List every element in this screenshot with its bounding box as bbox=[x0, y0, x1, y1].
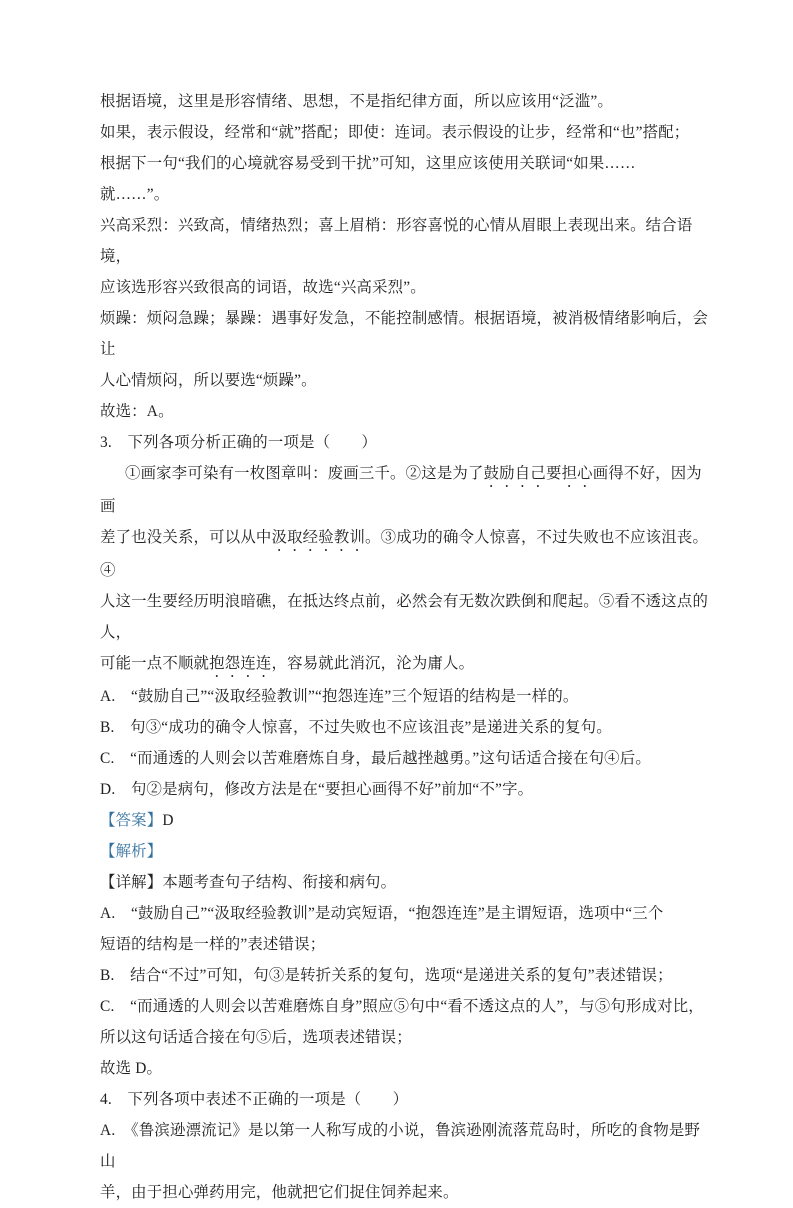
paragraph-line bbox=[100, 148, 712, 179]
text-segment: 。③成功的确令人惊喜，不过失败也不应该沮丧。④ bbox=[100, 529, 709, 579]
paragraph-line bbox=[100, 960, 712, 991]
section-label: 【解析】 bbox=[100, 843, 163, 860]
text-segment: 可能一点不顺就 bbox=[100, 655, 210, 672]
paragraph-line bbox=[100, 681, 712, 712]
paragraph-line bbox=[100, 1177, 712, 1208]
text-segment: A. “鼓励自己”“汲取经验教训”“抱怨连连”三个短语的结构是一样的。 bbox=[100, 688, 579, 705]
text-segment: 人心情烦闷，所以要选“烦躁”。 bbox=[100, 372, 317, 389]
paragraph-line bbox=[100, 586, 712, 648]
text-segment: 4. 下列各项中表述不正确的一项是（ ） bbox=[100, 1091, 409, 1108]
paragraph-line bbox=[100, 1115, 712, 1177]
text-segment: 要 bbox=[545, 465, 562, 482]
paragraph-line bbox=[100, 427, 712, 458]
paragraph-line bbox=[100, 1022, 712, 1053]
paragraph-line bbox=[100, 1053, 712, 1084]
text-segment: B. 句③“成功的确令人惊喜，不过失败也不应该沮丧”是递进关系的复句。 bbox=[100, 719, 612, 736]
paragraph-line bbox=[100, 396, 712, 427]
text-segment: 故选 D。 bbox=[100, 1060, 163, 1077]
text-segment: A. “鼓励自己”“汲取经验教训”是动宾短语，“抱怨连连”是主谓短语，选项中“三个 bbox=[100, 905, 664, 922]
text-segment: C. “而通透的人则会以苦难磨炼自身，最后越挫越勇。”这句话适合接在句④后。 bbox=[100, 750, 651, 767]
paragraph-line bbox=[100, 272, 712, 303]
paragraph-line bbox=[100, 991, 712, 1022]
text-segment: ①画家李可染有一枚图章叫：废画三千。②这是为了 bbox=[125, 465, 484, 482]
paragraph-line bbox=[100, 522, 712, 586]
text-segment: D bbox=[162, 812, 174, 829]
text-segment: 差了也没关系，可以从中 bbox=[100, 529, 272, 546]
text-segment: 所以这句话适合接在句⑤后，选项表述错误； bbox=[100, 1029, 412, 1046]
text-segment: A. 《鲁滨逊漂流记》是以第一人称写成的小说，鲁滨逊刚流落荒岛时，所吃的食物是野山 bbox=[100, 1122, 701, 1170]
text-segment: 应该选形容兴致很高的词语，故选“兴高采烈”。 bbox=[100, 279, 426, 296]
paragraph-line bbox=[100, 867, 712, 898]
paragraph-line bbox=[100, 648, 712, 681]
text-segment: ，容易就此消沉，沦为庸人。 bbox=[271, 655, 475, 672]
paragraph-line bbox=[100, 743, 712, 774]
text-segment: 画得不好，因为画 bbox=[100, 465, 702, 515]
text-segment: 烦躁：烦闷急躁；暴躁：遇事好发急，不能控制感情。根据语境，被消极情绪影响后，会让 bbox=[100, 310, 709, 358]
document-content bbox=[100, 86, 712, 1208]
text-segment: 短语的结构是一样的”表述错误； bbox=[100, 936, 326, 953]
paragraph-line bbox=[100, 712, 712, 743]
paragraph-line bbox=[100, 458, 712, 522]
text-segment: 3. 下列各项分析正确的一项是（ ） bbox=[100, 434, 377, 451]
paragraph-line bbox=[100, 929, 712, 960]
emphasized-text: 汲取经验教训 bbox=[271, 529, 366, 546]
emphasized-text: 担心 bbox=[561, 465, 593, 482]
paragraph-line bbox=[100, 117, 712, 148]
paragraph-line bbox=[100, 210, 712, 272]
text-segment: 根据下一句“我们的心境就容易受到干扰”可知，这里应该使用关联词“如果…… bbox=[100, 155, 636, 172]
section-label: 【答案】 bbox=[100, 812, 163, 829]
text-segment: 兴高采烈：兴致高，情绪热烈；喜上眉梢：形容喜悦的心情从眉眼上表现出来。结合语境， bbox=[100, 217, 693, 265]
emphasized-text: 抱怨连连 bbox=[209, 655, 272, 672]
paragraph-line bbox=[100, 836, 712, 867]
text-segment: C. “而通透的人则会以苦难磨炼自身”照应⑤句中“看不透这点的人”，与⑤句形成对比， bbox=[100, 998, 704, 1015]
text-segment: 人这一生要经历明浪暗礁，在抵达终点前，必然会有无数次跌倒和爬起。⑤看不透这点的人， bbox=[100, 593, 709, 641]
text-segment: 故选：A。 bbox=[100, 403, 174, 420]
text-segment: 根据语境，这里是形容情绪、思想，不是指纪律方面，所以应该用“泛滥”。 bbox=[100, 93, 613, 110]
text-segment: D. 句②是病句，修改方法是在“要担心画得不好”前加“不”字。 bbox=[100, 781, 534, 798]
text-segment: B. 结合“不过”可知，句③是转折关系的复句，选项“是递进关系的复句”表述错误； bbox=[100, 967, 673, 984]
text-segment: 【详解】本题考查句子结构、衔接和病句。 bbox=[100, 874, 397, 891]
paragraph-line bbox=[100, 898, 712, 929]
paragraph-line bbox=[100, 1084, 712, 1115]
paragraph-line bbox=[100, 86, 712, 117]
paragraph-line bbox=[100, 303, 712, 365]
paragraph-line bbox=[100, 365, 712, 396]
paragraph-line bbox=[100, 179, 712, 210]
paragraph-line bbox=[100, 774, 712, 805]
text-segment: 羊，由于担心弹药用完，他就把它们捉住饲养起来。 bbox=[100, 1184, 459, 1201]
text-segment: 就……”。 bbox=[100, 186, 170, 203]
emphasized-text: 鼓励自己 bbox=[483, 465, 546, 482]
paragraph-line bbox=[100, 805, 712, 836]
text-segment: 如果，表示假设，经常和“就”搭配；即使：连词。表示假设的让步，经常和“也”搭配； bbox=[100, 124, 690, 141]
